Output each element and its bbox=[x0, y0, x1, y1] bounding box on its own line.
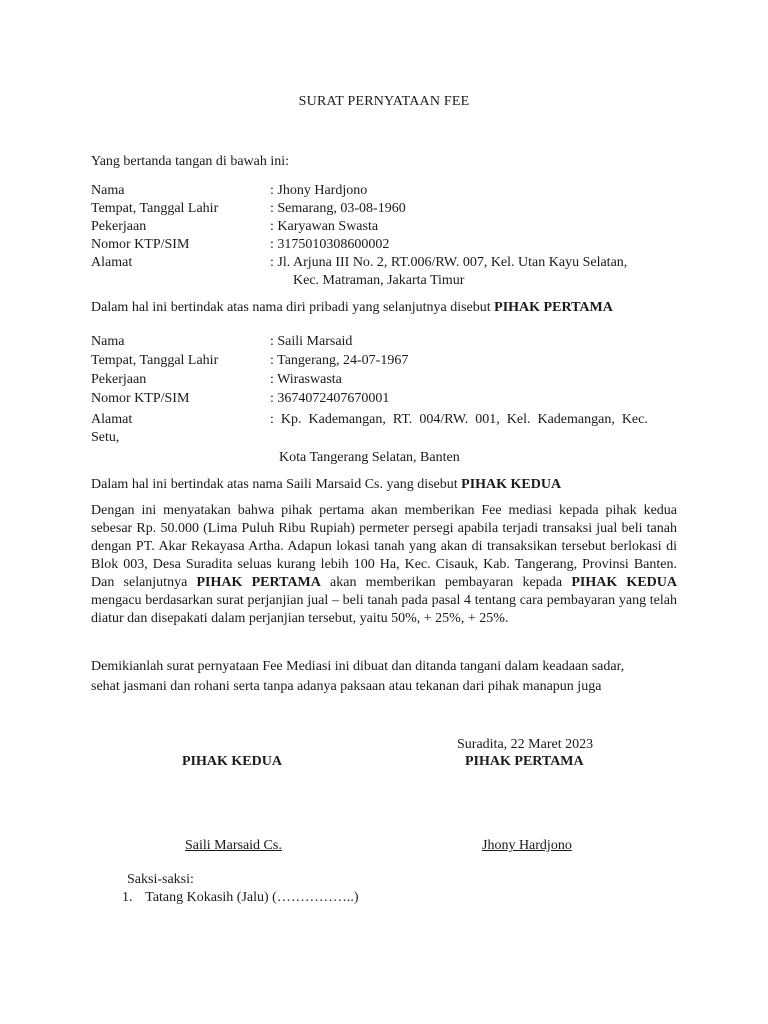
document-title: SURAT PERNYATAAN FEE bbox=[298, 94, 470, 109]
party1-role: PIHAK PERTAMA bbox=[494, 300, 613, 315]
label-id: Nomor KTP/SIM bbox=[91, 237, 190, 252]
witness-name: Tatang Kokasih (Jalu) (……………..) bbox=[145, 890, 359, 905]
party2-role: PIHAK KEDUA bbox=[461, 477, 562, 492]
party1-statement-text: Dalam hal ini bertindak atas nama diri pribadi yang selanjutnya disebut bbox=[91, 300, 495, 315]
party2-address-row bbox=[91, 411, 677, 429]
party2-id: : 3674072407670001 bbox=[270, 391, 390, 406]
body-paragraph-2-line-1: Demikianlah surat pernyataan Fee Mediasi ini dibuat dan ditanda tangani dalam keadaan sadar, bbox=[91, 659, 625, 674]
body-paragraph-1 bbox=[91, 502, 677, 628]
body1-party2: PIHAK KEDUA bbox=[571, 575, 677, 590]
party1-id: : 3175010308600002 bbox=[270, 237, 390, 252]
party2-job-row bbox=[91, 371, 677, 389]
label-id: Nomor KTP/SIM bbox=[91, 391, 190, 406]
label-address: Alamat bbox=[91, 255, 133, 270]
party2-job: : Wiraswasta bbox=[270, 372, 342, 387]
sign-right-name: Jhony Hardjono bbox=[482, 838, 572, 853]
party2-birth-row bbox=[91, 352, 677, 370]
party2-address-setu: Setu, bbox=[91, 430, 120, 445]
party2-id-row bbox=[91, 390, 677, 408]
body1-part-a: Dengan ini menyatakan bahwa pihak pertama akan memberikan Fee mediasi kepada pihak kedua sebesar Rp. 50.000 (Lima Puluh Ribu Rupiah) permeter persegi apabila terjadi transaksi jual beli tanah dengan PT. Akar Rekayasa Artha. Adapun lokasi tanah yang akan di transaksikan tersebut berlokasi di Blok 003, Desa Suradita seluas kurang lebih 100 Ha, Kec. Cisauk, Kab. Tangerang, Provinsi Banten. Dan selanjutnya bbox=[91, 503, 677, 590]
body1-party1: PIHAK PERTAMA bbox=[196, 575, 321, 590]
label-name: Nama bbox=[91, 183, 125, 198]
party2-name: : Saili Marsaid bbox=[270, 334, 353, 349]
sign-right-role: PIHAK PERTAMA bbox=[465, 754, 584, 769]
party2-statement-text: Dalam hal ini bertindak atas nama Saili Marsaid Cs. yang disebut bbox=[91, 477, 462, 492]
label-birth: Tempat, Tanggal Lahir bbox=[91, 201, 219, 216]
party1-address-row bbox=[91, 254, 677, 272]
body1-part-e: mengacu berdasarkan surat perjanjian jual – beli tanah pada pasal 4 tentang cara pembayaran yang telah diatur dan disepakati dalam perjanjian tersebut, yaitu 50%, + 25%, + 25%. bbox=[91, 593, 677, 626]
party2-address: : Kp. Kademangan, RT. 004/RW. 001, Kel. Kademangan, Kec. bbox=[270, 412, 648, 427]
party1-address-continued: Kec. Matraman, Jakarta Timur bbox=[293, 273, 465, 288]
label-job: Pekerjaan bbox=[91, 219, 147, 234]
label-address: Alamat bbox=[91, 412, 133, 427]
label-job: Pekerjaan bbox=[91, 372, 147, 387]
sign-left-role: PIHAK KEDUA bbox=[182, 754, 282, 769]
label-birth: Tempat, Tanggal Lahir bbox=[91, 353, 219, 368]
party2-address-continued: Kota Tangerang Selatan, Banten bbox=[279, 450, 460, 465]
party1-statement bbox=[91, 299, 613, 317]
body-paragraph-2-line-2: sehat jasmani dan rohani serta tanpa adanya paksaan atau tekanan dari pihak manapun juga bbox=[91, 679, 602, 694]
party2-statement bbox=[91, 476, 561, 494]
party2-name-row bbox=[91, 333, 677, 351]
party2-birth: : Tangerang, 24-07-1967 bbox=[270, 353, 409, 368]
place-date: Suradita, 22 Maret 2023 bbox=[457, 737, 594, 752]
party1-name: : Jhony Hardjono bbox=[270, 183, 368, 198]
witness-number: 1. bbox=[122, 890, 133, 905]
party1-birth-row bbox=[91, 200, 677, 218]
witness-heading: Saksi-saksi: bbox=[127, 872, 194, 887]
sign-left-name: Saili Marsaid Cs. bbox=[185, 838, 282, 853]
party1-birth: : Semarang, 03-08-1960 bbox=[270, 201, 406, 216]
witness-item bbox=[122, 889, 359, 907]
intro-text: Yang bertanda tangan di bawah ini: bbox=[91, 154, 290, 169]
body1-part-c: akan memberikan pembayaran kepada bbox=[320, 575, 572, 590]
party1-job: : Karyawan Swasta bbox=[270, 219, 379, 234]
party1-address: : Jl. Arjuna III No. 2, RT.006/RW. 007, Kel. Utan Kayu Selatan, bbox=[270, 255, 628, 270]
label-name: Nama bbox=[91, 334, 125, 349]
party1-job-row bbox=[91, 218, 677, 236]
party1-id-row bbox=[91, 236, 677, 254]
party1-name-row bbox=[91, 182, 677, 200]
